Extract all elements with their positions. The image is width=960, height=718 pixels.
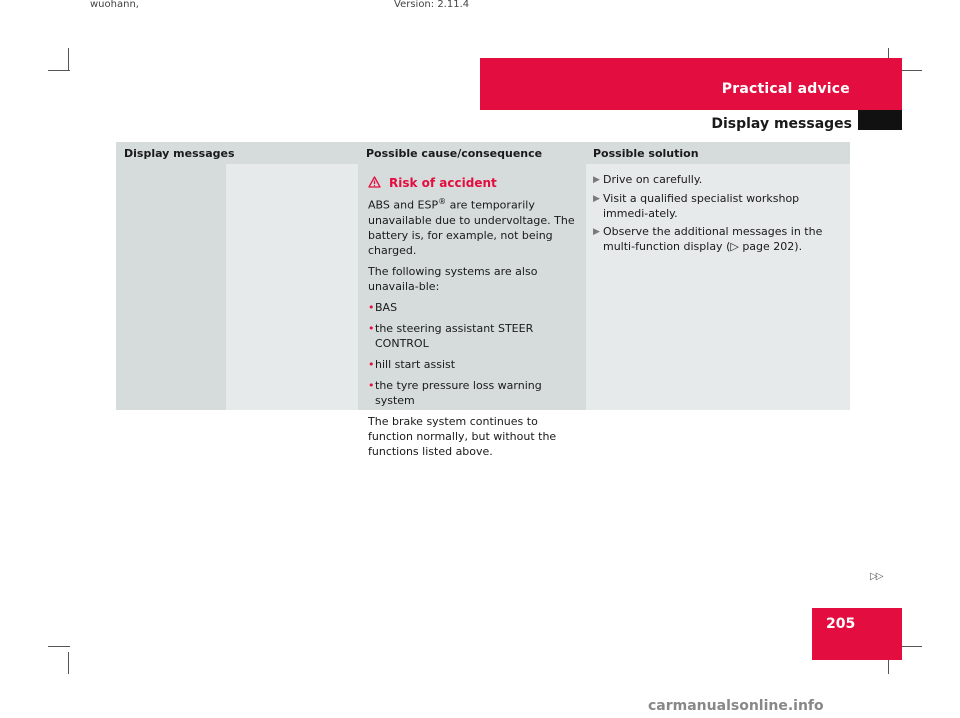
solution-step <box>593 172 845 188</box>
solution-text <box>593 172 845 257</box>
list-item: • BAS <box>368 300 398 314</box>
registered-mark: ® <box>438 197 447 206</box>
chapter-title: Practical advice <box>721 81 850 97</box>
cause-text <box>368 194 582 465</box>
crop-mark <box>900 646 922 647</box>
footer-watermark: carmanualsonline.info <box>648 698 824 714</box>
table-cell-display <box>116 164 226 410</box>
step-text: Drive on carefully. <box>603 173 703 186</box>
warning-title: Risk of accident <box>389 175 497 190</box>
list-item: • the steering assistant STEER CONTROL <box>368 321 582 351</box>
cause-p1-b: are temporarily unavailable due to undervoltage. The battery is, for example, not being charged. <box>368 198 575 257</box>
list-item: • hill start assist <box>368 357 456 371</box>
table-cell-display-icon <box>226 164 358 410</box>
header-version-text: Version: 2.11.4 <box>394 0 470 8</box>
crop-mark <box>48 70 70 71</box>
bullet-text: hill start assist <box>375 357 456 371</box>
cause-paragraph-3: The brake system continues to function normally, but without the functions listed above. <box>368 414 557 458</box>
crop-mark <box>68 652 69 674</box>
step-text: Observe the additional messages in the multi-function display (▷ page 202). <box>603 225 823 253</box>
bullet-text: the steering assistant STEER CONTROL <box>375 321 534 350</box>
section-title: Display messages <box>711 116 852 132</box>
cause-p1-a: ABS and ESP <box>368 198 439 212</box>
crop-mark <box>48 646 70 647</box>
header-left-text: wuohann, <box>90 0 139 8</box>
step-arrow-icon: ▶ <box>593 227 600 237</box>
section-marker <box>858 110 902 130</box>
table-header-row <box>116 142 850 164</box>
warning-triangle-icon <box>368 173 381 192</box>
page-number: 205 <box>826 616 856 632</box>
table-header-cause: Possible cause/consequence <box>366 147 543 160</box>
cause-paragraph-1 <box>368 194 582 258</box>
display-messages-table <box>116 142 850 458</box>
bullet-text: the tyre pressure loss warning system <box>375 378 542 407</box>
list-item: • the tyre pressure loss warning system <box>368 378 582 408</box>
table-header-solution: Possible solution <box>593 147 699 160</box>
solution-step <box>593 191 845 221</box>
cause-paragraph-2: The following systems are also unavaila-ble: <box>368 264 538 293</box>
step-arrow-icon: ▶ <box>593 175 600 185</box>
chapter-banner <box>480 58 902 110</box>
step-text: Visit a qualified specialist workshop immedi-ately. <box>603 192 800 220</box>
crop-mark <box>68 48 69 70</box>
page-number-tab <box>812 608 902 660</box>
bullet-text: BAS <box>375 300 398 314</box>
solution-step <box>593 224 845 254</box>
warning-heading <box>368 173 497 192</box>
crop-mark <box>900 70 922 71</box>
continue-arrows-icon: ▷▷ <box>870 571 882 582</box>
table-header-display-messages: Display messages <box>124 147 235 160</box>
step-arrow-icon: ▶ <box>593 194 600 204</box>
